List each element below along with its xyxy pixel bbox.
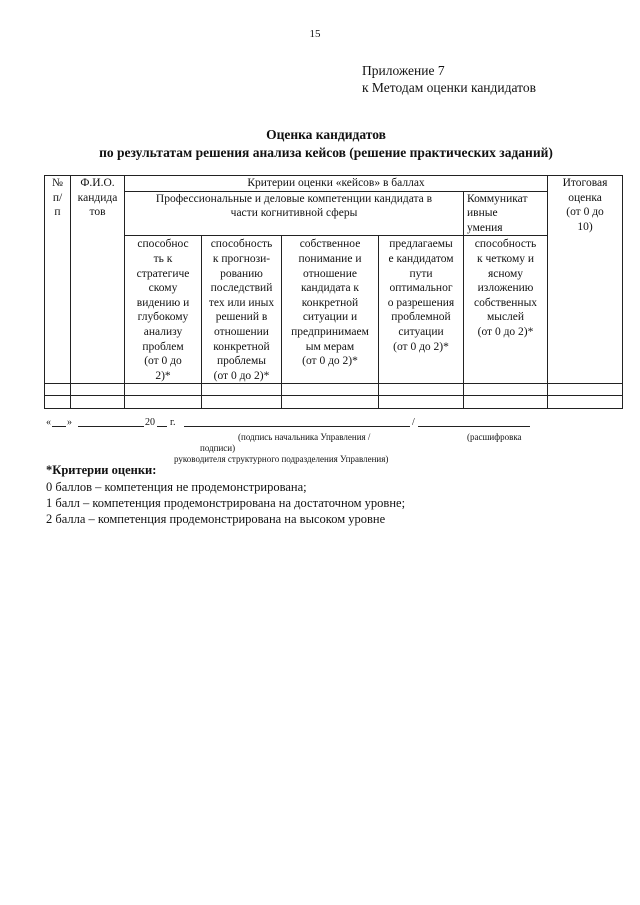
- criterion-solutions: предлагаемы е кандидатом пути оптимальног о разрешения проблемной ситуации (от 0 до 2)*: [379, 236, 464, 384]
- caption-role: руководителя структурного подразделения Управления): [174, 454, 389, 464]
- caption-continuation: подписи): [200, 443, 236, 453]
- header-communication: Коммуникат ивные умения: [464, 191, 548, 236]
- header-number: № п/ п: [45, 176, 71, 384]
- year-line: [157, 416, 167, 427]
- criteria-item-1: 1 балл – компетенция продемонстрирована на достаточном уровне;: [46, 496, 406, 510]
- document-title: Оценка кандидатов: [266, 127, 386, 142]
- header-total: Итоговая оценка (от 0 до 10): [548, 176, 623, 384]
- signature-caption: (подпись начальника Управления /: [238, 432, 371, 442]
- date-month-line: [78, 416, 144, 427]
- date-day-line: [52, 416, 66, 427]
- header-fio: Ф.И.О. кандида тов: [71, 176, 125, 384]
- criterion-clear-expression: способность к четкому и ясному изложению собственных мыслей (от 0 до 2)*: [464, 236, 548, 384]
- appendix-label: [362, 62, 536, 96]
- criteria-item-2: 2 балла – компетенция продемонстрирована на высоком уровне: [46, 512, 386, 526]
- criteria-heading: *Критерии оценки:: [46, 463, 157, 477]
- signature-slash: /: [412, 417, 415, 428]
- table-row: [45, 396, 623, 409]
- header-professional: Профессиональные и деловые компетенции кандидата в части когнитивной сферы: [125, 191, 464, 236]
- criterion-forecasting: способность к прогнози- рованию последствий тех или иных решений в отношении конкретной проблемы (от 0 до 2)*: [202, 236, 282, 384]
- decoding-line: [418, 416, 530, 427]
- appendix-line-1: Приложение 7: [362, 63, 445, 78]
- criteria-item-0: 0 баллов – компетенция не продемонстрирована;: [46, 480, 307, 494]
- decoding-caption: (расшифровка: [467, 432, 522, 442]
- date-open-quote: «: [46, 417, 51, 428]
- table-row: [45, 384, 623, 396]
- year-suffix: г.: [170, 417, 176, 428]
- appendix-line-2: к Методам оценки кандидатов: [362, 80, 536, 95]
- year-prefix: 20: [145, 417, 155, 428]
- date-close-quote: »: [67, 417, 72, 428]
- criterion-strategic-vision: способнос ть к стратегиче скому видению и глубокому анализу проблем (от 0 до 2)*: [125, 236, 202, 384]
- document-subtitle: по результатам решения анализа кейсов (решение практических заданий): [99, 145, 553, 160]
- criterion-own-understanding: собственное понимание и отношение кандидата к конкретной ситуации и предпринимаем ым мерам (от 0 до 2)*: [282, 236, 379, 384]
- evaluation-table: [44, 175, 623, 409]
- page-number: 15: [309, 28, 321, 40]
- signature-line: [184, 416, 410, 427]
- header-criteria: Критерии оценки «кейсов» в баллах: [125, 176, 548, 192]
